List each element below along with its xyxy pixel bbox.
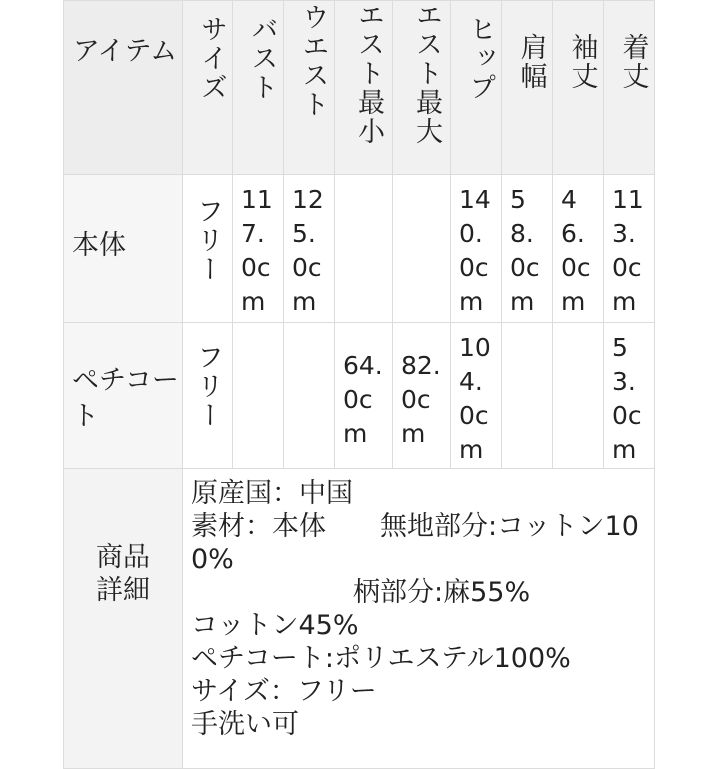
detail-line: ペチコート:ポリエステル100% (191, 643, 571, 674)
header-item (64, 1, 183, 175)
header-waist-max (393, 1, 451, 175)
details-label-cell (64, 469, 183, 769)
waist-max-cell (393, 175, 451, 323)
table-row (64, 175, 655, 323)
shoulder-cell (502, 323, 553, 469)
waist-value (284, 323, 334, 331)
header-size-label: サイズ (196, 15, 227, 102)
length-value: 53.0cm (612, 333, 642, 464)
sleeve-cell (553, 175, 604, 323)
row-item-cell (64, 323, 183, 469)
waist-max-cell (393, 323, 451, 469)
waist-cell (284, 323, 335, 469)
waist-min-cell (335, 323, 393, 469)
details-row (64, 469, 655, 769)
hip-cell (451, 175, 502, 323)
hip-cell (451, 323, 502, 469)
details-label: 商品詳細 (96, 541, 150, 606)
size-cell (183, 175, 233, 323)
header-shoulder-label: 肩幅 (515, 33, 547, 91)
header-waist (284, 1, 335, 175)
hip-value: 140.0cm (459, 185, 491, 316)
table-row (64, 323, 655, 469)
header-waist-label: ウエスト (297, 3, 329, 119)
header-bust (233, 1, 284, 175)
sleeve-cell (553, 323, 604, 469)
detail-line: サイズ：フリー (191, 676, 377, 707)
header-row (64, 1, 655, 175)
bust-value (233, 323, 283, 331)
bust-value: 117.0cm (241, 185, 273, 316)
detail-line: 素材：本体 無地部分:コットン10 (191, 511, 639, 542)
header-bust-label: バスト (246, 15, 278, 102)
hip-value: 104.0cm (459, 333, 491, 464)
header-sleeve-label: 袖丈 (566, 33, 598, 91)
waist-min-value (335, 175, 392, 183)
waist-value: 125.0cm (292, 185, 324, 316)
sleeve-value (553, 323, 603, 331)
header-length-label: 着丈 (617, 33, 649, 91)
length-cell (604, 175, 655, 323)
row-item-label: ペチコート (72, 365, 179, 432)
header-waist-min (335, 1, 393, 175)
row-item-cell (64, 175, 183, 323)
shoulder-value: 58.0cm (510, 185, 540, 316)
waist-cell (284, 175, 335, 323)
detail-line: 柄部分:麻55% (191, 577, 531, 608)
shoulder-cell (502, 175, 553, 323)
header-hip-label: ヒップ (464, 15, 496, 102)
waist-max-value (393, 175, 450, 183)
detail-line: 原産国：中国 (191, 478, 353, 509)
detail-line: 手洗い可 (191, 709, 299, 740)
waist-min-cell (335, 175, 393, 323)
sleeve-value: 46.0cm (561, 185, 591, 316)
header-hip (451, 1, 502, 175)
size-value: フリー (192, 343, 223, 430)
detail-line: 0% (191, 544, 234, 575)
bust-cell (233, 323, 284, 469)
detail-line: コットン45% (191, 610, 359, 641)
waist-max-value: 82.0cm (401, 351, 441, 448)
waist-min-value: 64.0cm (343, 351, 383, 448)
bust-cell (233, 175, 284, 323)
details-body (183, 469, 655, 769)
row-item-label: 本体 (72, 230, 126, 261)
header-item-label: アイテム (72, 36, 178, 67)
length-value: 113.0cm (612, 185, 644, 316)
header-shoulder (502, 1, 553, 175)
header-size (183, 1, 233, 175)
header-sleeve (553, 1, 604, 175)
header-waist-max-label: エスト最大 (411, 1, 442, 146)
size-table (63, 0, 655, 769)
header-length (604, 1, 655, 175)
size-cell (183, 323, 233, 469)
length-cell (604, 323, 655, 469)
shoulder-value (502, 323, 552, 331)
header-waist-min-label: エスト最小 (353, 1, 384, 146)
size-value: フリー (192, 197, 223, 284)
